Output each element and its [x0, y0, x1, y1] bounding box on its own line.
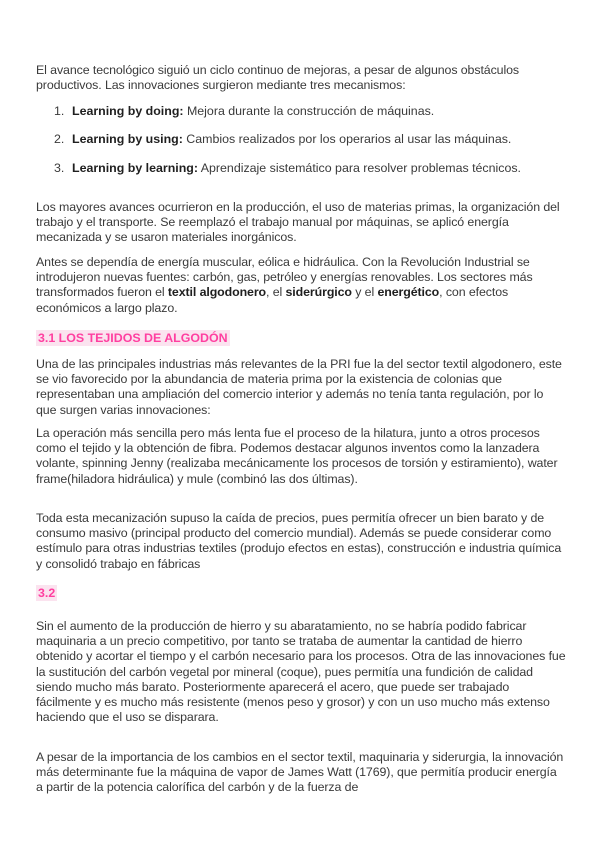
- steel-sector-bold: siderúrgico: [285, 285, 352, 300]
- mechanism-item-3: [54, 161, 564, 176]
- energy-text: , el: [266, 285, 286, 300]
- section-32-heading: 3.2: [38, 586, 56, 600]
- list-number: 1.: [54, 104, 65, 118]
- energy-paragraph: [36, 255, 566, 316]
- energy-text: y el: [351, 285, 378, 300]
- mechanism-term: Learning by learning:: [72, 161, 198, 175]
- mechanism-term: Learning by using:: [72, 132, 183, 146]
- mechanism-term: Learning by doing:: [72, 104, 184, 118]
- textile-sector-bold: textil algodonero: [167, 285, 267, 300]
- advances-paragraph: Los mayores avances ocurrieron en la producción, el uso de materias primas, la organización del trabajo y el transporte. Se reemplazó el trabajo manual por máquinas, se aplicó energía mecanizada y se usaron materiales inorgánicos.: [36, 200, 560, 245]
- list-number: 2.: [54, 132, 65, 146]
- mechanism-description: Aprendizaje sistemático para resolver problemas técnicos.: [198, 161, 521, 175]
- section-32-paragraph-2: A pesar de la importancia de los cambios en el sector textil, maquinaria y siderurgia, la innovación más determinante fue la máquina de vapor de James Watt (1769), que permitía producir energía a partir de la potencia calorífica del carbón y de la fuerza de: [36, 750, 564, 795]
- section-31-heading: 3.1 LOS TEJIDOS DE ALGODÓN: [38, 331, 228, 345]
- section-31-paragraph-1: Una de las principales industrias más relevantes de la PRI fue la del sector textil algodonero, este se vio favorecido por la abundancia de materia prima por la existencia de colonias que representaban una ampliación del comercio interior y además no tenía tanta regulación, por lo que surgen varias innovaciones:: [36, 357, 562, 417]
- energy-sector-bold: energético: [377, 285, 440, 300]
- mechanism-description: Cambios realizados por los operarios al usar las máquinas.: [182, 132, 512, 146]
- section-31-paragraph-2: La operación más sencilla pero más lenta fue el proceso de la hilatura, junto a otros procesos como el tejido y la obtención de fibra. Podemos destacar algunos inventos como la lanzadera volante, spinning Jenny (realizaba mecánicamente los procesos de torsión y estiramiento), water frame(hiladora hidráulica) y mule (combinó las dos últimas).: [36, 426, 558, 486]
- mechanism-item-2: [54, 132, 564, 147]
- energy-text: , con efectos económicos a largo plazo.: [36, 285, 509, 315]
- list-number: 3.: [54, 161, 65, 175]
- mechanism-item-1: [54, 104, 564, 119]
- section-32-paragraph-1: Sin el aumento de la producción de hierro y su abaratamiento, no se habría podido fabricar maquinaria a un precio competitivo, por tanto se trataba de aumentar la cantidad de hierro obtenido y acortar el tiempo y el carbón necesario para los procesos. Otra de las innovaciones fue la sustitución del carbón vegetal por mineral (coque), pues permitía una fundición de calidad siendo mucho más barato. Posteriormente aparecerá el acero, que puede ser trabajado fácilmente y es mucho más resistente (menos peso y grosor) y con un uso mucho más extenso haciendo que el uso se disparara.: [36, 619, 566, 725]
- intro-paragraph: El avance tecnológico siguió un ciclo continuo de mejoras, a pesar de algunos obstáculos productivos. Las innovaciones surgieron mediante tres mecanismos:: [36, 63, 520, 93]
- section-31-paragraph-3: Toda esta mecanización supuso la caída de precios, pues permitía ofrecer un bien barato y de consumo masivo (principal producto del comercio mundial). Además se puede considerar como estímulo para otras industrias textiles (produjo efectos en estas), construcción e industria química y consolidó trabajo en fábricas: [36, 511, 562, 571]
- mechanism-description: Mejora durante la construcción de máquinas.: [183, 104, 435, 118]
- energy-text: Antes se dependía de energía muscular, eólica e hidráulica. Con la Revolución Industrial se introdujeron nuevas fuentes: carbón, gas, petróleo y energías renovables. Los sectores más transformados fueron el: [36, 255, 533, 300]
